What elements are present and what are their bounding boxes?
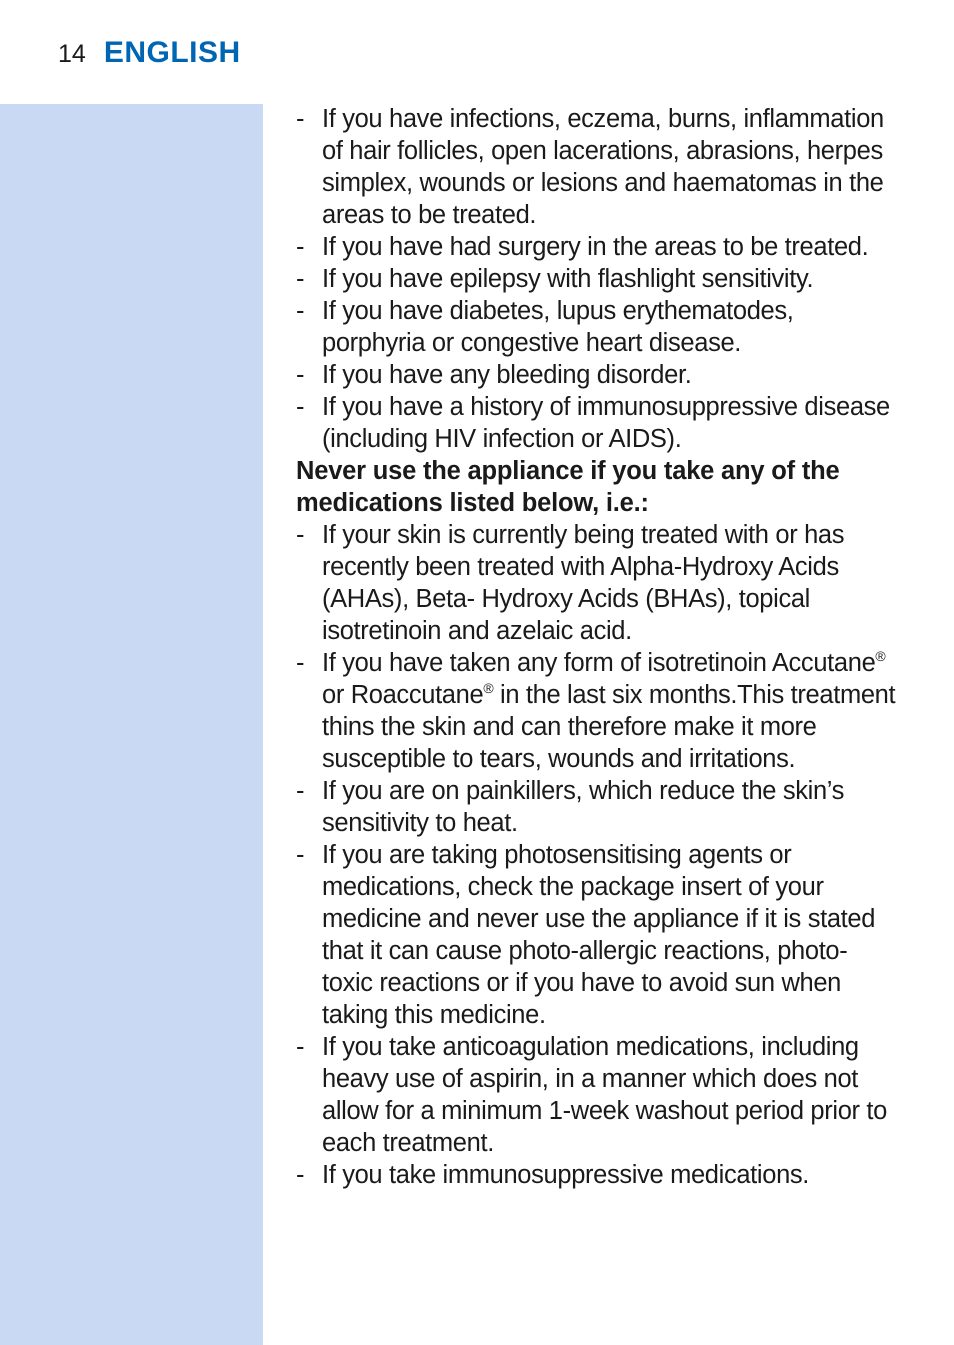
sidebar-color-band — [0, 104, 263, 1345]
list-item: - If you have taken any form of isotretinoin Accutane® or Roaccutane® in the last six months.This treatment thins the skin and can therefore make it more susceptible to tears, wounds and irritations. — [296, 648, 896, 773]
list-item: - If you have had surgery in the areas to be treated. — [296, 233, 869, 261]
registered-mark: ® — [875, 648, 886, 664]
bullet-dash: - — [296, 1033, 305, 1061]
bullet-dash: - — [296, 233, 305, 261]
page-header — [58, 36, 241, 72]
bullet-dash: - — [296, 521, 305, 549]
list-item: - If you have a history of immunosuppressive disease (including HIV infection or AIDS). — [296, 393, 890, 453]
list-item: - If you are on painkillers, which reduce the skin’s sensitivity to heat. — [296, 777, 845, 837]
language-heading: ENGLISH — [103, 36, 241, 69]
contraindications-list — [296, 103, 896, 455]
bullet-dash: - — [296, 105, 305, 133]
bullet-dash: - — [296, 777, 305, 805]
bullet-dash: - — [296, 393, 305, 421]
list-item: - If you take immunosuppressive medications. — [296, 1161, 810, 1189]
bullet-dash: - — [296, 649, 305, 677]
list-item: - If you have epilepsy with flashlight sensitivity. — [296, 265, 814, 293]
bullet-dash: - — [296, 297, 305, 325]
bullet-dash: - — [296, 265, 305, 293]
list-item: - If your skin is currently being treated with or has recently been treated with Alpha-Hydroxy Acids (AHAs), Beta- Hydroxy Acids (BHAs), topical isotretinoin and azelaic acid. — [296, 521, 845, 645]
main-content — [296, 103, 896, 1191]
page-number: 14 — [58, 40, 86, 68]
bullet-dash: - — [296, 841, 305, 869]
bullet-dash: - — [296, 361, 305, 389]
medications-list — [296, 519, 896, 1191]
list-item: - If you have diabetes, lupus erythematodes, porphyria or congestive heart disease. — [296, 297, 794, 357]
list-item: - If you take anticoagulation medications, including heavy use of aspirin, in a manner which does not allow for a minimum 1-week washout period prior to each treatment. — [296, 1033, 887, 1157]
list-item: - If you have any bleeding disorder. — [296, 361, 692, 389]
bullet-dash: - — [296, 1161, 305, 1189]
registered-mark: ® — [483, 680, 494, 696]
list-item: - If you have infections, eczema, burns, inflammation of hair follicles, open lacerations, abrasions, herpes simplex, wounds or lesions and haematomas in the areas to be treated. — [296, 105, 884, 229]
medications-subheading: Never use the appliance if you take any of the medications listed below, i.e.: — [296, 457, 840, 517]
list-item: - If you are taking photosensitising agents or medications, check the package insert of your medicine and never use the appliance if it is stated that it can cause photo-allergic reactions, photo-toxic reactions or if you have to avoid sun when taking this medicine. — [296, 841, 876, 1029]
